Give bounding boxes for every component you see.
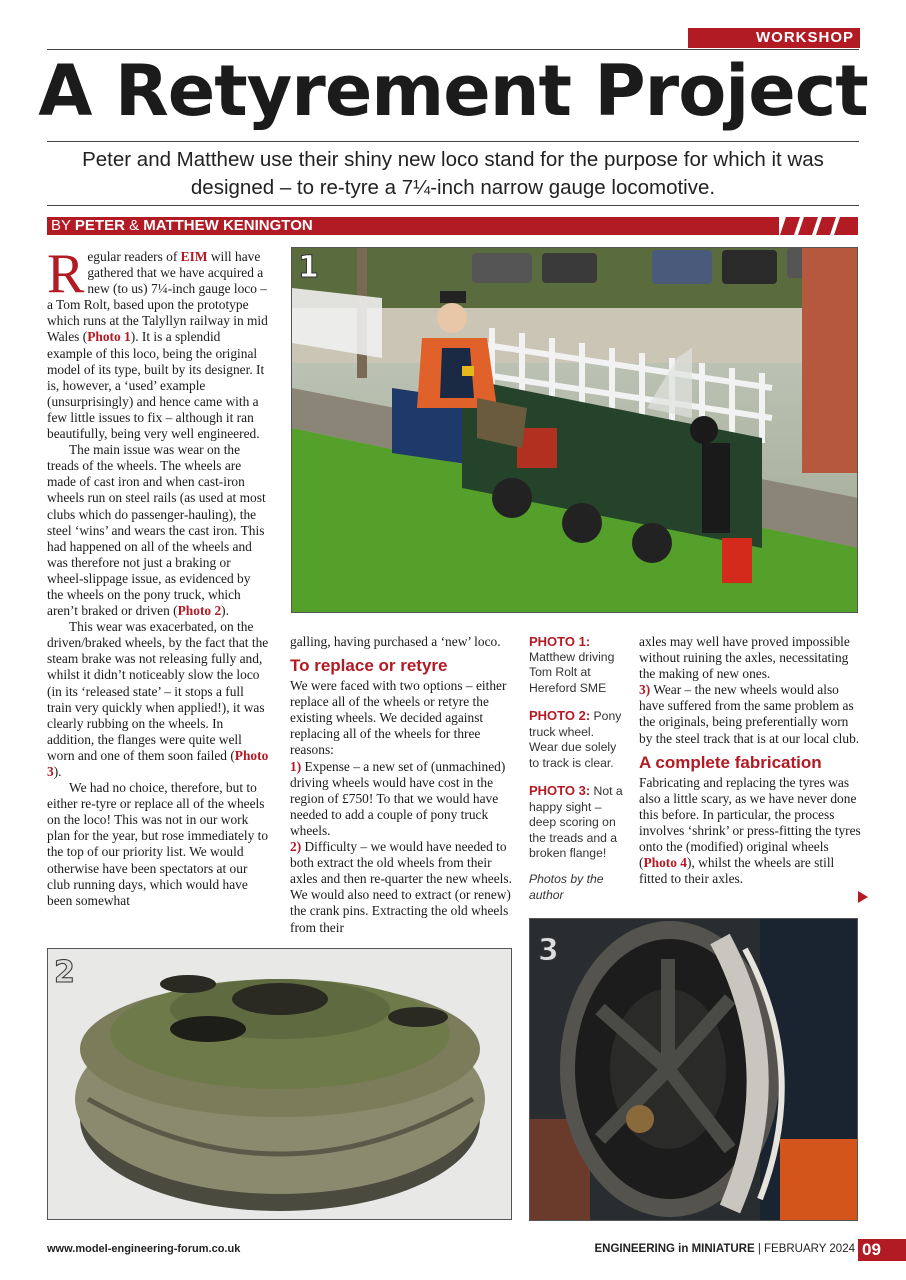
caption-photo-2 — [529, 708, 625, 771]
paragraph-2: The main issue was wear on the treads of the wheels. The wheels are made of cast iron and when cast-iron wheels run on steel rails (as used at most clubs which do passenger-hauling), the steel ‘wins’ and wears the cast iron. This had happened on all of the wheels and was therefore not just a braking or wheel-slippage issue, as evidenced by the wheels on the pony truck, which aren’t braked or driven (Photo 2). — [47, 442, 266, 619]
caption-photo-1 — [529, 634, 625, 696]
body-column-1 — [47, 243, 269, 909]
paragraph-4: We had no choice, therefore, but to either re-tyre or replace all of the wheels on the loco! This was not in our work plan for the year, but rose immediately to the top of our priority list. We would otherwise have been spectators at our club running days, which would have been somewhat — [47, 780, 269, 908]
paragraph-1: Regular readers of EIM will have gathered that we have acquired a new (to us) 7¼-inch gauge loco – a Tom Rolt, based upon the prototype which runs at the Talyllyn railway in mid Wales (Photo 1). It is a splendid example of this loco, being the original model of its type, built by its designer. It is, however, a ‘used’ example (unsurprisingly) and hence came with a few little issues to fix – although it ran beautifully, being very well engineered. — [47, 243, 268, 442]
section-tag: WORKSHOP — [688, 28, 860, 48]
caption-2-text: Pony truck wheel. Wear due solely to track is clear. — [529, 709, 622, 770]
footer-magazine: ENGINEERING in MINIATURE | FEBRUARY 2024 — [594, 1243, 855, 1255]
paragraph-3: This wear was exacerbated, on the driven/braked wheels, by the fact that the steam brake was not releasing fully and, whilst it didn’t noticeably slow the loco (in its ‘released state’ – it stops a full train very quickly when applied!), it was clearly rubbing on the wheels. In addition, the flanges were quite well worn and one of them soon failed (Photo 3). — [47, 619, 269, 779]
photo-1-locomotive — [291, 247, 858, 613]
photo-3-image — [530, 919, 858, 1221]
byline-stripes — [780, 217, 858, 235]
photo-4-ref: Photo 4 — [643, 855, 687, 871]
caption-1-head: PHOTO 1: — [529, 634, 591, 649]
reason-1: 1) Expense – a new set of (unmachined) driving wheels would have cost in the region of £750! To that we would have needed to add a couple of pony truck wheels. — [290, 758, 506, 838]
standfirst-line-1: Peter and Matthew use their shiny new loco stand for the purpose for which it was — [82, 148, 824, 171]
photo-2-ref: Photo 2 — [177, 603, 222, 619]
body-column-2 — [290, 634, 512, 936]
magazine-name: ENGINEERING in MINIATURE — [594, 1243, 755, 1255]
caption-3-head: PHOTO 3: — [529, 783, 591, 798]
issue-date: FEBRUARY 2024 — [764, 1243, 855, 1255]
photo-3-ref: Photo 3 — [47, 747, 269, 779]
photo-2-image — [48, 949, 512, 1220]
standfirst-rule — [47, 205, 859, 206]
page-title: A Retyrement Project — [38, 50, 868, 132]
caption-3-text: Not a happy sight – deep scoring on the treads and a broken flange! — [529, 784, 623, 860]
paragraph-6: We were faced with two options – either replace all of the wheels or retyre the existing wheels. We decided against replacing all of the wheels for three reasons: — [290, 678, 507, 758]
footer-url[interactable]: www.model-engineering-forum.co.uk — [47, 1243, 241, 1255]
author-matthew: MATTHEW KENINGTON — [143, 217, 313, 234]
eim-link: EIM — [180, 249, 208, 264]
subhead-complete-fabrication: A complete fabrication — [639, 752, 822, 772]
standfirst — [60, 146, 846, 202]
continue-arrow-icon — [858, 891, 868, 903]
photo-3-number: 3 — [538, 933, 559, 968]
photo-2-pony-truck-wheel — [47, 948, 512, 1220]
paragraph-8: Fabricating and replacing the tyres was also a little scary, as we have never done this before. In particular, the process involves ‘shrink’ or press-fitting the tyres onto the (modified) original wheels (Photo 4), whilst the wheels are still fitted to their axles. — [639, 774, 861, 887]
reason-2: 2) Difficulty – we would have needed to both extract the old wheels from their axles and then re-quarter the new wheels. We would also need to extract (or renew) the crank pins. Extracting the old wheels from their — [290, 839, 512, 935]
standfirst-line-2: designed – to re-tyre a 7¼-inch narrow gauge locomotive. — [190, 176, 716, 199]
author-peter: PETER — [74, 217, 125, 234]
photo-1-ref: Photo 1 — [87, 329, 131, 345]
body-column-4 — [639, 634, 861, 887]
photo-credit: Photos by the author — [529, 872, 604, 902]
caption-1-text: Matthew driving Tom Rolt at Hereford SME — [529, 649, 615, 695]
caption-photo-3 — [529, 783, 625, 862]
photo-1-image — [292, 248, 858, 613]
byline-and: & — [124, 217, 144, 234]
photo-2-number: 2 — [54, 955, 75, 990]
caption-2-head: PHOTO 2: — [529, 708, 591, 723]
byline — [47, 217, 779, 235]
drop-cap: R — [47, 243, 85, 305]
reason-3: 3) Wear – the new wheels would also have suffered from the same problem as the originals, being preferentially worn by the steel track that is at our local club. — [639, 682, 860, 746]
paragraph-7: axles may well have proved impossible without ruining the axles, necessitating the making of new ones. — [639, 634, 850, 682]
subhead-replace-or-retyre: To replace or retyre — [290, 656, 448, 676]
title-rule — [47, 141, 859, 142]
byline-prefix: BY — [51, 217, 75, 234]
photo-1-number: 1 — [298, 250, 319, 285]
photo-3-broken-flange — [529, 918, 858, 1221]
paragraph-5: galling, having purchased a ‘new’ loco. — [290, 634, 501, 649]
page-number: 09 — [858, 1239, 906, 1261]
